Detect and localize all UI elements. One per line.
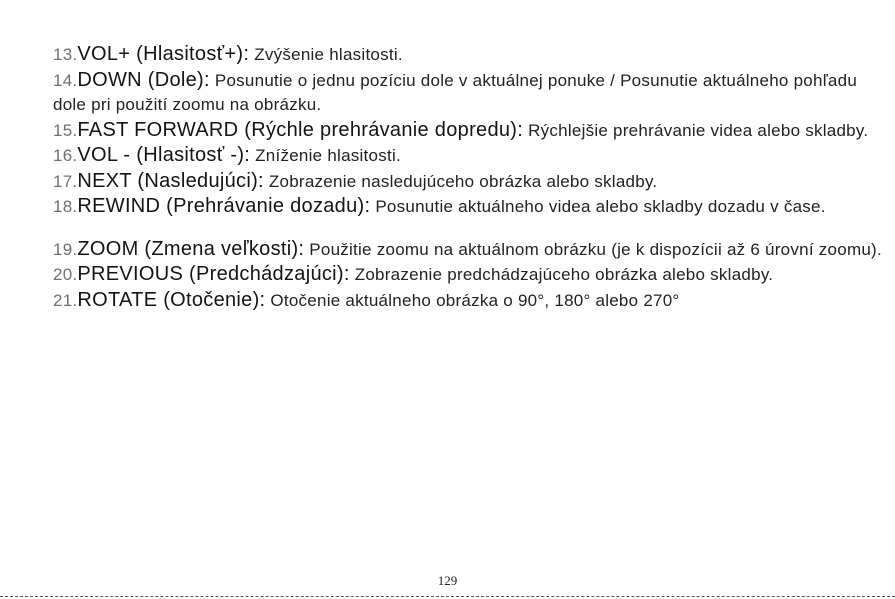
page-number: 129 xyxy=(437,573,458,588)
item-number: 19. xyxy=(53,239,78,259)
list-item-rotate xyxy=(53,288,883,314)
list-item-zoom xyxy=(53,237,883,263)
item-term: ZOOM (Zmena veľkosti): xyxy=(77,237,305,260)
list-item-rewind xyxy=(53,194,883,220)
item-term: FAST FORWARD (Rýchle prehrávanie dopredu): xyxy=(77,118,524,141)
item-number: 16. xyxy=(53,146,78,165)
item-description: Zvýšenie hlasitosti. xyxy=(254,45,403,64)
list-item-previous xyxy=(53,262,883,288)
item-number: 18. xyxy=(53,197,78,216)
item-description: Použitie zoomu na aktuálnom obrázku (je k dispozícii až 6 úrovní zoomu). xyxy=(309,239,882,259)
item-number: 15. xyxy=(53,120,78,140)
list-item-vol-minus xyxy=(53,143,883,169)
item-term: ROTATE (Otočenie): xyxy=(77,288,266,311)
item-term: VOL+ (Hlasitosť+): xyxy=(77,43,250,65)
item-term: DOWN (Dole): xyxy=(77,68,210,91)
item-term: NEXT (Nasledujúci): xyxy=(77,169,264,192)
item-description: Rýchlejšie prehrávanie videa alebo skladby. xyxy=(528,120,869,140)
item-term: REWIND (Prehrávanie dozadu): xyxy=(77,195,371,217)
item-number: 17. xyxy=(53,171,78,191)
item-description: Zobrazenie nasledujúceho obrázka alebo skladby. xyxy=(268,171,658,191)
item-description: Otočenie aktuálneho obrázka o 90°, 180° alebo 270° xyxy=(270,290,680,310)
item-number: 21. xyxy=(53,290,78,310)
list-item-down xyxy=(53,68,883,118)
list-item-next xyxy=(53,169,883,195)
item-description: Zobrazenie predchádzajúceho obrázka alebo skladby. xyxy=(354,265,774,284)
item-number: 13. xyxy=(53,45,78,64)
item-term: VOL - (Hlasitosť -): xyxy=(77,144,251,166)
item-number: 20. xyxy=(53,265,78,284)
list-item-fast-forward xyxy=(53,118,883,144)
item-description: Posunutie o jednu pozíciu dole v aktuálnej ponuke / Posunutie aktuálneho pohľadu dole pri použití zoomu na obrázku. xyxy=(53,70,858,114)
remote-buttons-list xyxy=(53,42,883,313)
item-description: Zníženie hlasitosti. xyxy=(255,146,401,165)
item-number: 14. xyxy=(53,70,78,90)
list-item-vol-plus xyxy=(53,42,883,68)
bottom-divider xyxy=(0,596,895,597)
item-description: Posunutie aktuálneho videa alebo skladby dozadu v čase. xyxy=(375,197,826,216)
item-term: PREVIOUS (Predchádzajúci): xyxy=(77,263,350,285)
